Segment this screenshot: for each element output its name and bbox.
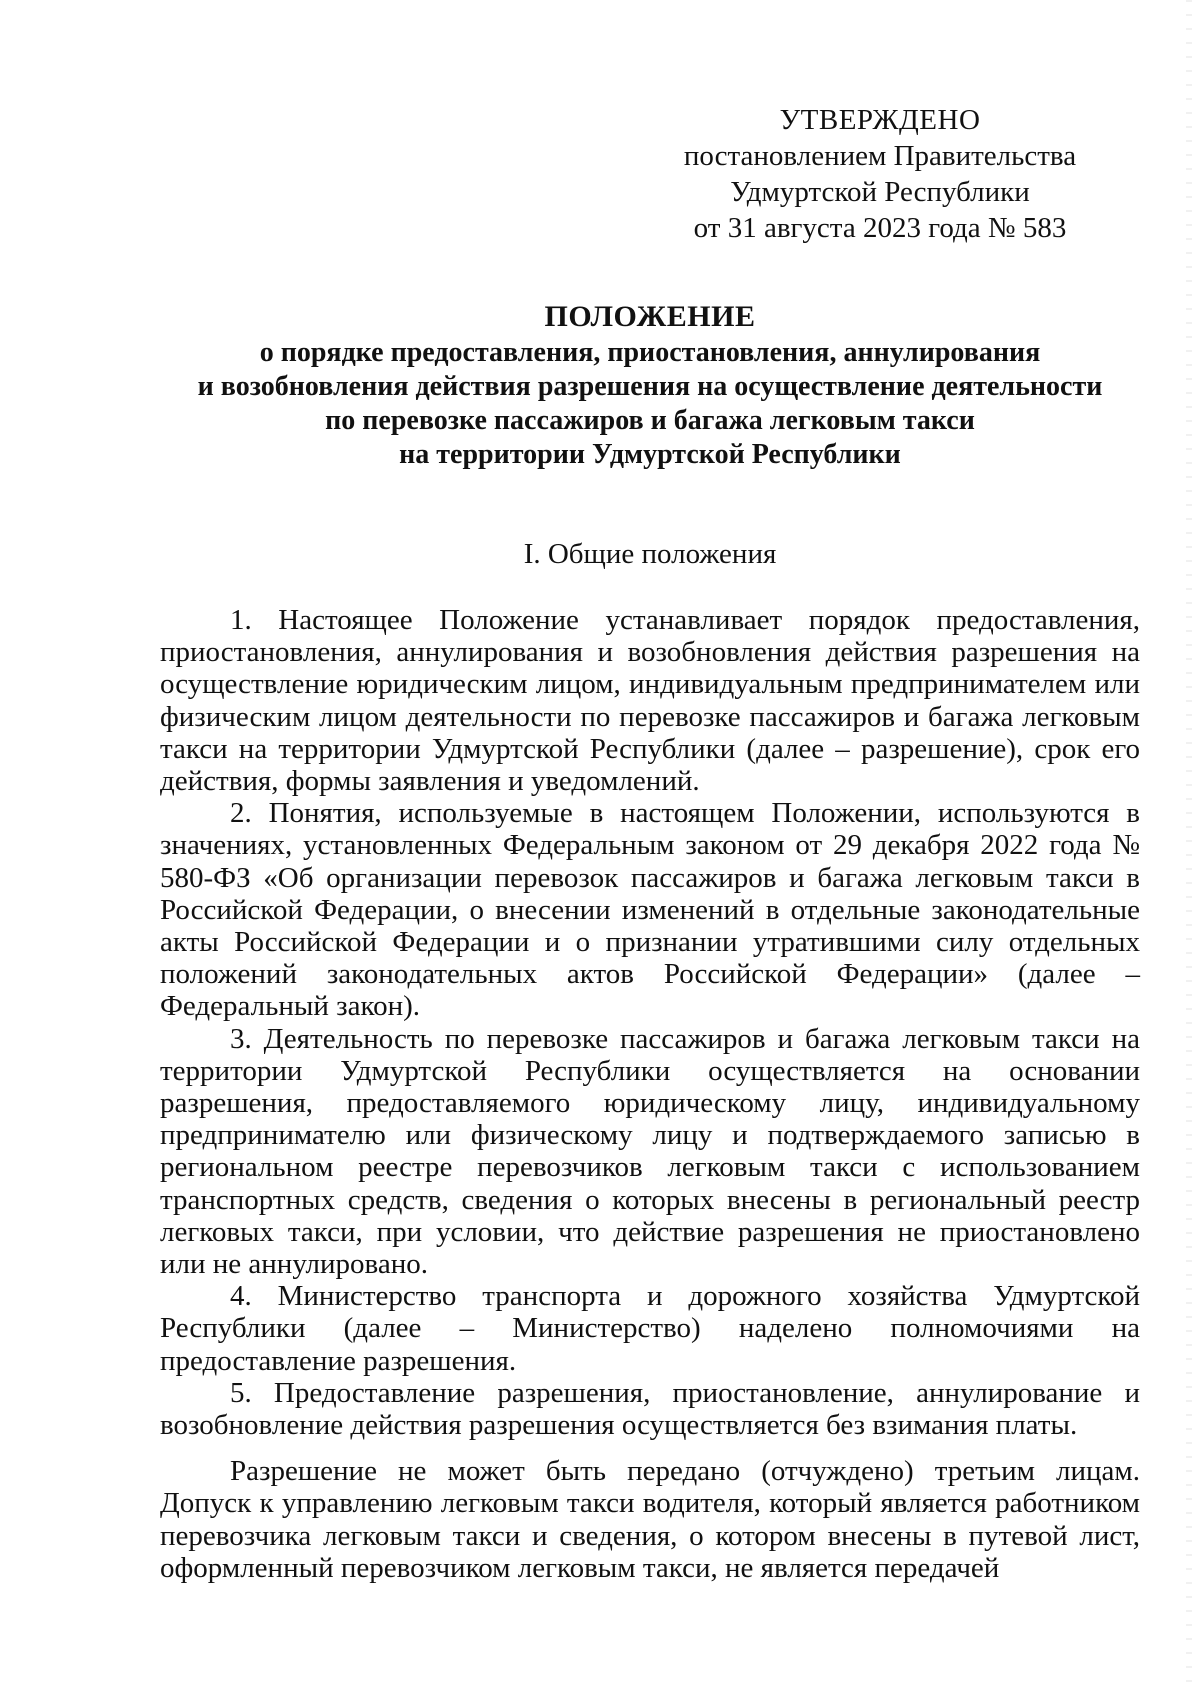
paragraph-3: 3. Деятельность по перевозке пассажиров и багажа легковым такси на территории Удмуртской Республики осуществляется на основании разрешения, предоставляемого юридическому лицу, индивидуальному предпринимателю или физическому лицу и подтверждаемого записью в региональном реестре перевозчиков легковым такси с использованием транспортных средств, сведения о которых внесены в региональный реестр легковых такси, при условии, что действие разрешения не приостановлено или не аннулировано.	[160, 1022, 1140, 1281]
document-subtitle-line-2: и возобновления действия разрешения на осуществление деятельности	[197, 371, 1103, 402]
approval-word: УТВЕРЖДЕНО	[779, 104, 981, 136]
approval-line-1: постановлением Правительства	[683, 140, 1077, 172]
paragraph-6: Разрешение не может быть передано (отчуждено) третьим лицам. Допуск к управлению легковым такси водителя, который является работником перевозчика легковым такси и сведения, о котором внесены в путевой лист, оформленный перевозчиком легковым такси, не является передачей	[160, 1455, 1140, 1584]
paragraph-1: 1. Настоящее Положение устанавливает порядок предоставления, приостановления, аннулирования и возобновления действия разрешения на осуществление юридическим лицом, индивидуальным предпринимателем или физическим лицом деятельности по перевозке пассажиров и багажа легковым такси на территории Удмуртской Республики (далее – разрешение), срок его действия, формы заявления и уведомлений.	[160, 604, 1140, 798]
scan-edge-marks	[1186, 0, 1192, 1686]
document-body	[160, 604, 1140, 1584]
document-subtitle-line-1: о порядке предоставления, приостановления, аннулирования	[259, 337, 1041, 368]
approval-line-3: от 31 августа 2023 года № 583	[693, 212, 1067, 244]
approval-stamp-block	[680, 102, 1080, 246]
document-subtitle-line-3: по перевозке пассажиров и багажа легковым такси	[325, 405, 975, 436]
approval-line-2: Удмуртской Республики	[730, 176, 1030, 208]
document-subtitle-line-4: на территории Удмуртской Республики	[399, 439, 901, 470]
document-title-block	[120, 300, 1180, 472]
paragraph-5: 5. Предоставление разрешения, приостановление, аннулирование и возобновление действия разрешения осуществляется без взимания платы.	[160, 1376, 1140, 1442]
section-heading: I. Общие положения	[523, 538, 777, 570]
paragraph-2: 2. Понятия, используемые в настоящем Положении, используются в значениях, установленных Федеральным законом от 29 декабря 2022 года № 580-ФЗ «Об организации перевозок пассажиров и багажа легковым такси в Российской Федерации, о внесении изменений в отдельные законодательные акты Российской Федерации и о признании утратившими силу отдельных положений законодательных актов Российской Федерации» (далее – Федеральный закон).	[160, 797, 1140, 1023]
document-title: ПОЛОЖЕНИЕ	[544, 300, 756, 333]
paragraph-4: 4. Министерство транспорта и дорожного хозяйства Удмуртской Республики (далее – Министерство) наделено полномочиями на предоставление разрешения.	[160, 1280, 1140, 1377]
